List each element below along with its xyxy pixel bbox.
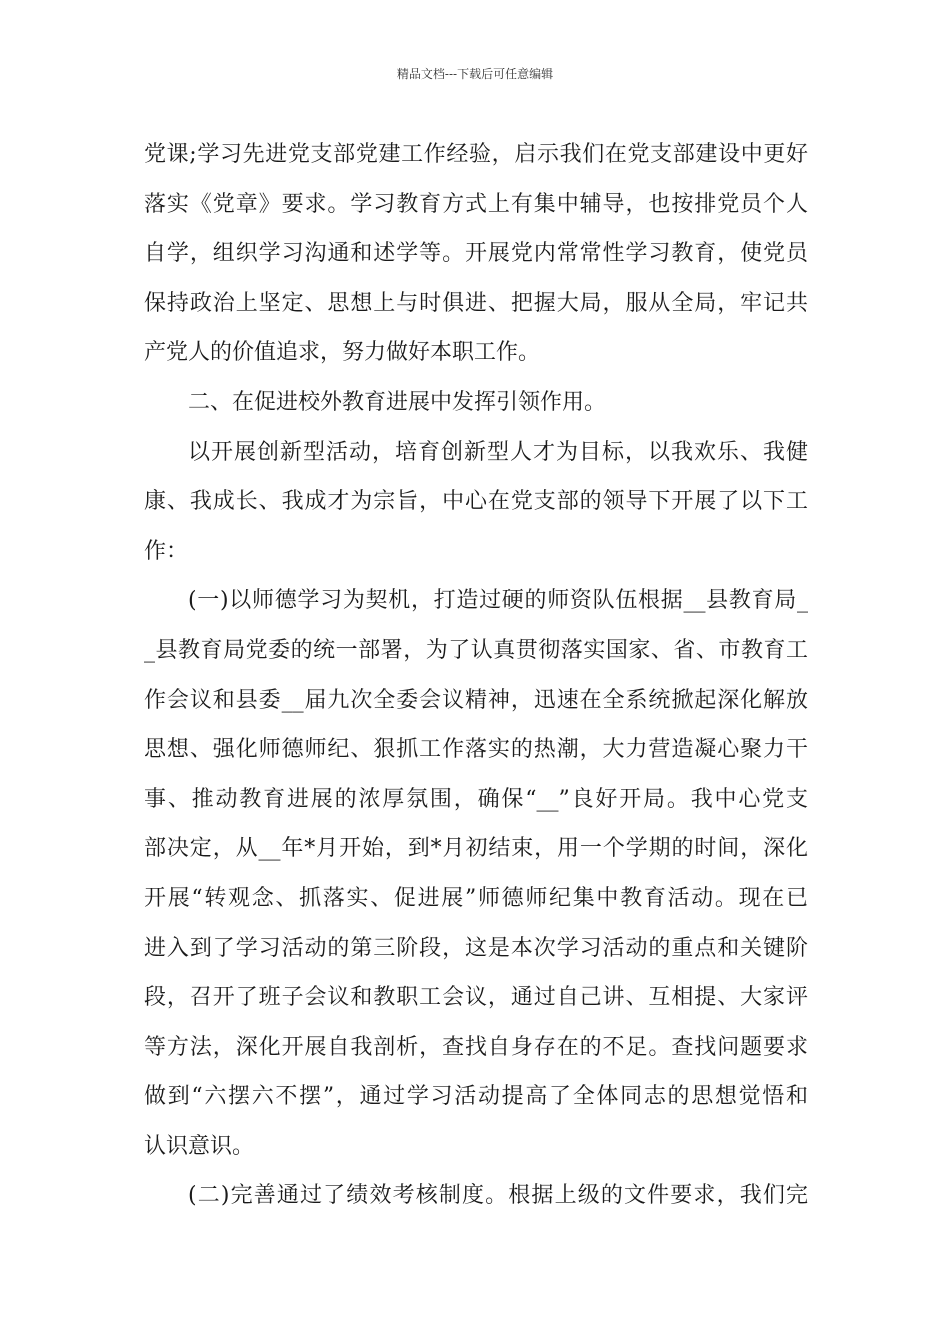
text-line: 思想、强化师德师纪、狠抓工作落实的热潮，大力营造凝心聚力干 xyxy=(144,737,808,763)
text-line: 产党人的价值追求，努力做好本职工作。 xyxy=(144,340,541,366)
text-line: 以开展创新型活动，培育创新型人才为目标，以我欢乐、我健 xyxy=(188,439,808,465)
text-line: 党课;学习先进党支部党建工作经验，启示我们在党支部建设中更好 xyxy=(144,142,808,167)
text-line: 开展“转观念、抓落实、促进展”师德师纪集中教育活动。现在已 xyxy=(144,885,808,911)
text-line: 二、在促进校外教育进展中发挥引领作用。 xyxy=(188,389,607,415)
text-line: 段，召开了班子会议和教职工会议，通过自己讲、互相提、大家评 xyxy=(144,985,808,1011)
document-body xyxy=(144,130,808,1221)
text-line: 部决定，从__年*月开始，到*月初结束，用一个学期的时间，深化 xyxy=(144,836,808,862)
text-line: 做到“六摆六不摆”，通过学习活动提高了全体同志的思想觉悟和 xyxy=(144,1084,808,1110)
text-line: 自学，组织学习沟通和述学等。开展党内常常性学习教育，使党员 xyxy=(144,241,808,267)
text-line: 作会议和县委__届九次全委会议精神，迅速在全系统掀起深化解放 xyxy=(144,687,808,713)
page-header: 精品文档---下载后可任意编辑 xyxy=(396,67,554,81)
text-line: 进入到了学习活动的第三阶段，这是本次学习活动的重点和关键阶 xyxy=(144,935,808,961)
text-line: 作： xyxy=(144,538,189,564)
text-line: 认识意识。 xyxy=(144,1133,255,1159)
text-line: (一)以师德学习为契机，打造过硬的师资队伍根据__县教育局_ xyxy=(188,588,808,614)
text-line: (二)完善通过了绩效考核制度。根据上级的文件要求，我们完 xyxy=(188,1183,808,1209)
text-line: 康、我成长、我成才为宗旨，中心在党支部的领导下开展了以下工 xyxy=(144,489,808,515)
text-line: 等方法，深化开展自我剖析，查找自身存在的不足。查找问题要求 xyxy=(144,1034,808,1060)
text-line: 落实《党章》要求。学习教育方式上有集中辅导，也按排党员个人 xyxy=(144,191,808,217)
text-line: 事、推动教育进展的浓厚氛围，确保“__”良好开局。我中心党支 xyxy=(144,786,808,812)
text-line: _县教育局党委的统一部署，为了认真贯彻落实国家、省、市教育工 xyxy=(144,637,808,663)
text-line: 保持政治上坚定、思想上与时俱进、把握大局，服从全局，牢记共 xyxy=(144,290,808,316)
